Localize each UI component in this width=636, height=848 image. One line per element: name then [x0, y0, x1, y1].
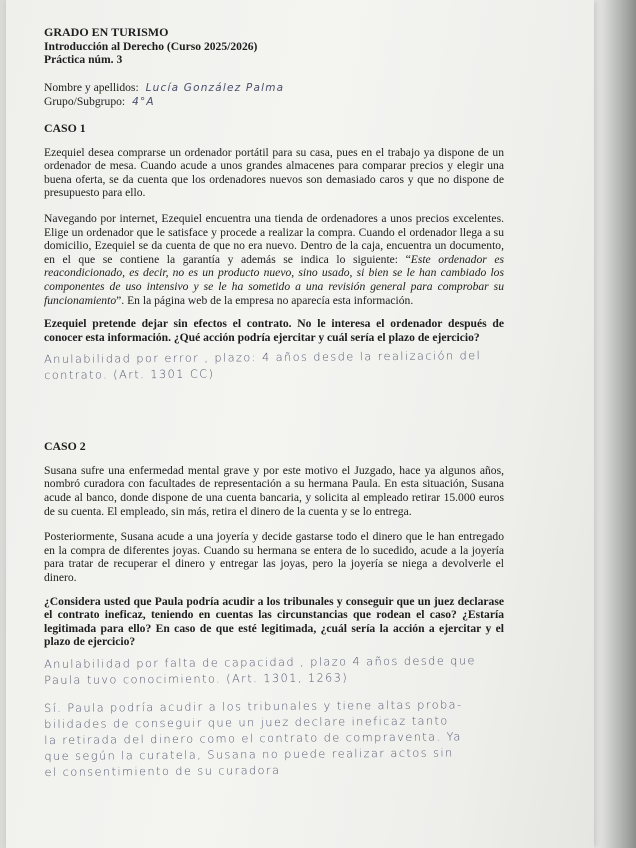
group-label: Grupo/Subgrupo: [44, 95, 126, 109]
document-content [44, 26, 504, 781]
case-2-answer-2-line: Sí. Paula podría acudir a los tribunales y tiene altas proba- [44, 698, 463, 715]
name-value: Lucía González Palma [145, 81, 285, 94]
case-1-answer-line: contrato. (Art. 1301 CC) [44, 367, 215, 383]
group-value: 4°A [132, 96, 155, 109]
case-1-answer [44, 348, 504, 384]
case-2-paragraph-2: Posteriormente, Susana acude a una joyería y decide gastarse todo el dinero que le han entregado en la compra de diferentes joyas. Cuando su hermana se entera de lo sucedido, acude a la joyería para tratar de recuperar el dinero y entregar las joyas, pero la joyería se niega a devolverle el dinero. [44, 530, 504, 585]
group-row [44, 95, 504, 110]
case-2-answer-2-line: bilidades de conseguir que un juez declare ineficaz tanto [44, 714, 449, 731]
case-2-question: ¿Considera usted que Paula podría acudir a los tribunales y conseguir que un juez declarase el contrato ineficaz, teniendo en cuentas las circunstancias que rodean el caso? ¿Estaría legitimada para ello? En caso de que esté legitimada, ¿cuál sería la acción a ejercitar y el plazo de ejercicio? [44, 594, 504, 649]
case-2-answer-2-line: la retirada del dinero como el contrato de compraventa. Ya [44, 730, 462, 747]
course-title: Introducción al Derecho (Curso 2025/2026) [44, 39, 258, 53]
document-page [6, 0, 594, 848]
case-1-section [44, 122, 504, 384]
case-1-answer-line: Anulabilidad por error , plazo: 4 años desde la realización del [44, 349, 482, 367]
case-2-paragraph-1: Susana sufre una enfermedad mental grave y por este motivo el Juzgado, hace ya algunos años, nombró curadora con facultades de representación a su hermana Paula. En esta situación, Susana acude al banco, donde dispone de una cuenta bancaria, y solicita al empleado retirar 15.000 euros de su cuenta. El empleado, sin más, retira el dinero de la cuenta y se lo entrega. [44, 463, 504, 518]
program-title: GRADO EN TURISMO [44, 25, 169, 39]
case-2-answer-1-line: Anulabilidad por falta de capacidad , plazo 4 años desde que [44, 654, 476, 671]
document-header [44, 26, 504, 67]
case-2-answer-1 [44, 653, 504, 689]
case-2-answer-2-line: el consentimiento de su curadora [44, 763, 281, 779]
name-label: Nombre y apellidos: [44, 80, 139, 94]
case-1-paragraph-2-end: ”. En la página web de la empresa no aparecía esta información. [116, 293, 414, 307]
case-1-quote: Este ordenador es reacondicionado, es decir, no es un producto nuevo, sino usado, si bien se le han cambiado los componentes de uso intensivo y se le ha sometido a una revisión general para comprobar su funcionamiento [44, 252, 504, 307]
case-2-title: CASO 2 [44, 439, 86, 454]
case-1-paragraph-1: Ezequiel desea comprarse un ordenador portátil para su casa, pues en el trabajo ya dispone de un ordenador de mesa. Cuando acude a unos grandes almacenes para comparar precios y elegir una buena oferta, se da cuenta que los ordenadores nuevos son demasiado caros y que no dispone de presupuesto para ello. [44, 145, 504, 200]
practice-number: Práctica núm. 3 [44, 53, 123, 67]
case-2-answer-2 [44, 697, 505, 781]
case-1-paragraph-2 [44, 212, 504, 307]
case-2-answer-1-line: Paula tuvo conocimiento. (Art. 1301, 1263) [44, 671, 349, 687]
name-row [44, 81, 504, 96]
case-1-title: CASO 1 [44, 120, 86, 135]
case-1-paragraph-2-start: Navegando por internet, Ezequiel encuentra una tienda de ordenadores a unos precios excelentes. Elige un ordenador que le satisface y procede a realizar la compra. Cuando el ordenador llega a su domicilio, Ezequiel se da cuenta de que no era nuevo. Dentro de la caja, encuentra un documento, en el que se contiene la garantía y además se indica lo siguiente: “ [44, 211, 504, 266]
case-1-question: Ezequiel pretende dejar sin efectos el contrato. No le interesa el ordenador después de conocer esta información. ¿Qué acción podría ejercitar y cuál sería el plazo de ejercicio? [44, 317, 504, 344]
case-2-answer-2-line: que según la curatela, Susana no puede realizar actos sin [44, 746, 454, 763]
student-info [44, 81, 504, 110]
paper-stack-edge [592, 0, 636, 848]
case-2-section [44, 440, 504, 781]
